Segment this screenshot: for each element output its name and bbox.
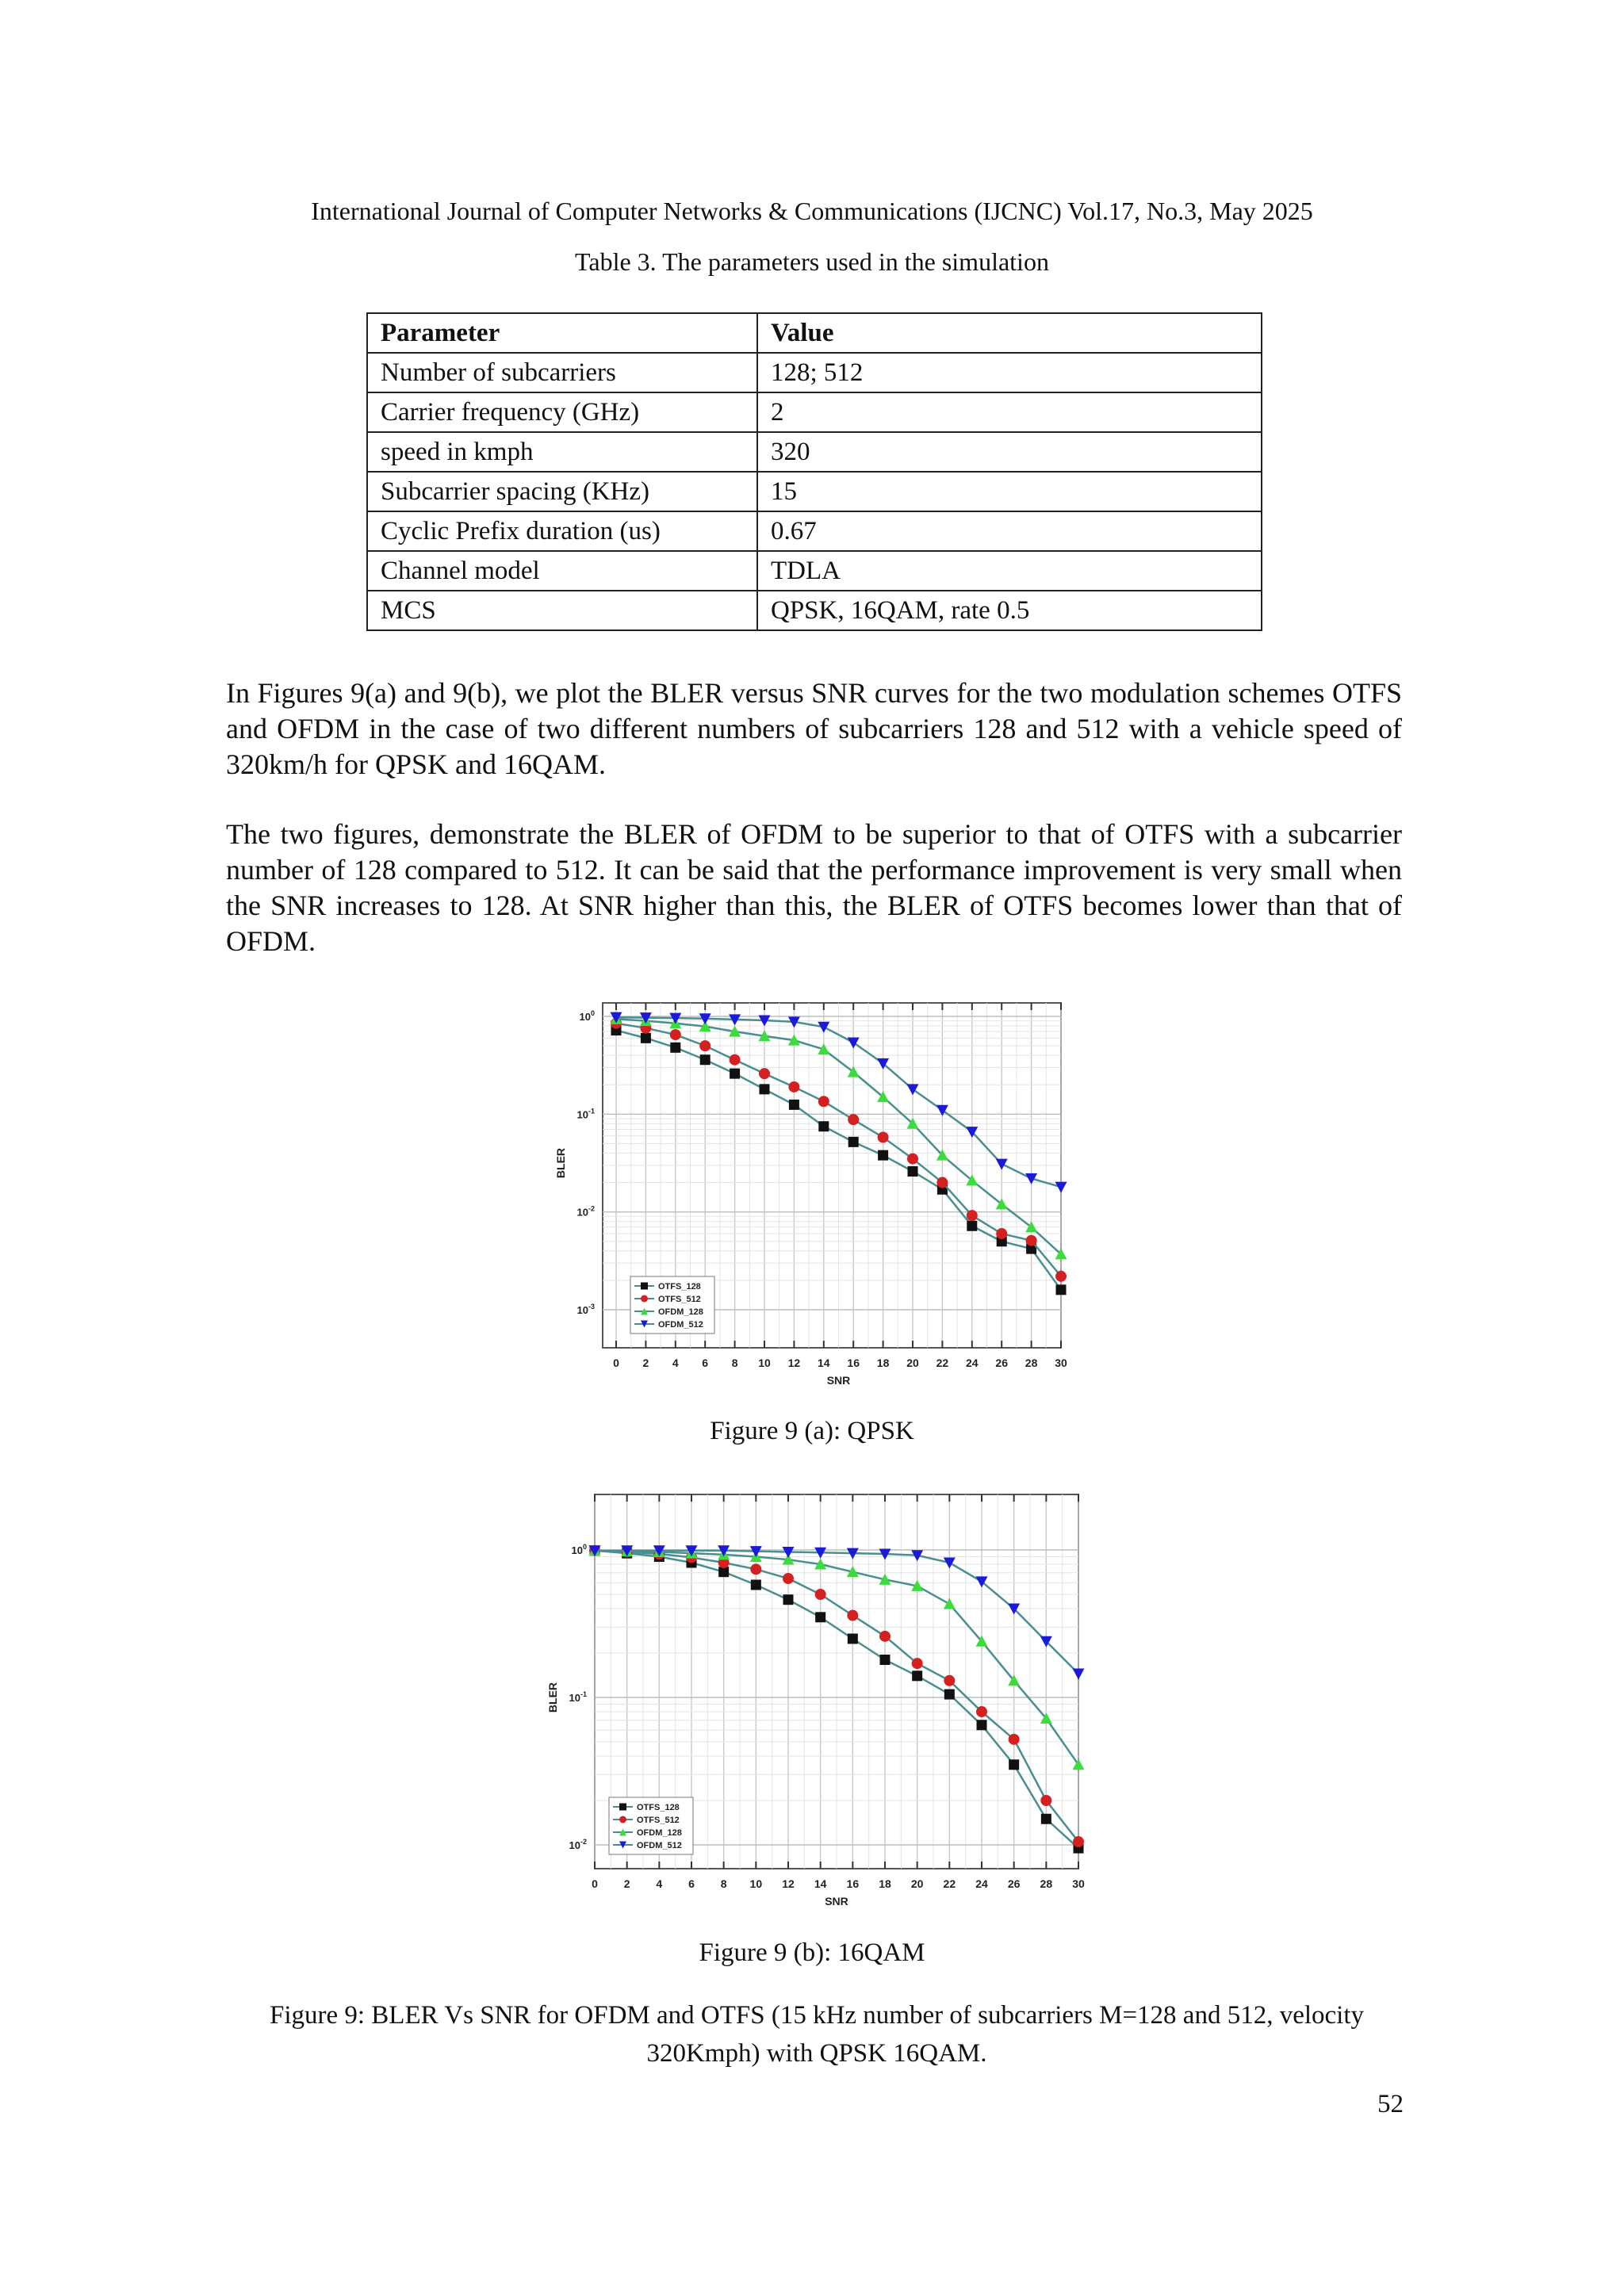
x-tick-label: 24 xyxy=(975,1877,988,1890)
data-point xyxy=(641,1033,651,1043)
data-point xyxy=(1009,1759,1019,1770)
data-point xyxy=(750,1563,761,1575)
value-cell: 128; 512 xyxy=(757,353,1262,392)
x-tick-label: 24 xyxy=(966,1357,979,1369)
page-number: 52 xyxy=(1377,2090,1404,2118)
value-cell: 320 xyxy=(757,432,1262,472)
legend-label: OFDM_128 xyxy=(637,1828,682,1838)
data-point xyxy=(878,1132,889,1143)
table-row xyxy=(367,551,1262,591)
x-tick-label: 0 xyxy=(592,1877,598,1890)
legend-label: OTFS_128 xyxy=(637,1803,680,1812)
legend-label: OTFS_512 xyxy=(658,1295,701,1304)
x-tick-label: 22 xyxy=(936,1357,949,1369)
data-point xyxy=(848,1633,858,1644)
data-point xyxy=(907,1154,918,1165)
header-parameter: Parameter xyxy=(367,313,757,353)
param-cell: speed in kmph xyxy=(367,432,757,472)
data-point xyxy=(730,1054,741,1066)
data-point xyxy=(751,1580,761,1590)
param-cell: Carrier frequency (GHz) xyxy=(367,392,757,432)
x-tick-label: 28 xyxy=(1025,1357,1038,1369)
data-point xyxy=(760,1084,770,1094)
value-cell: TDLA xyxy=(757,551,1262,591)
table-row xyxy=(367,591,1262,630)
y-tick-label: $10^0$ xyxy=(571,1543,587,1556)
x-tick-label: 2 xyxy=(642,1357,649,1369)
data-point xyxy=(944,1675,955,1686)
value-cell: 0.67 xyxy=(757,511,1262,551)
legend xyxy=(630,1276,714,1334)
data-point xyxy=(783,1594,794,1605)
data-point xyxy=(847,1610,858,1621)
y-axis-label: BLER xyxy=(554,1147,567,1179)
data-point xyxy=(1055,1271,1067,1282)
x-tick-label: 6 xyxy=(702,1357,709,1369)
x-tick-label: 4 xyxy=(672,1357,679,1369)
table-row xyxy=(367,432,1262,472)
y-tick-label: $10^0$ xyxy=(579,1009,595,1023)
x-tick-label: 4 xyxy=(656,1877,663,1890)
legend-marker xyxy=(619,1816,626,1823)
y-axis xyxy=(569,1543,587,1851)
legend-label: OFDM_128 xyxy=(658,1307,703,1317)
header-value: Value xyxy=(757,313,1262,353)
figure-9a-caption: Figure 9 (a): QPSK xyxy=(710,1417,914,1445)
legend-marker xyxy=(619,1804,626,1811)
legend-label: OTFS_128 xyxy=(658,1282,701,1292)
x-tick-label: 10 xyxy=(758,1357,771,1369)
x-tick-label: 8 xyxy=(731,1357,738,1369)
x-tick-label: 12 xyxy=(787,1357,801,1369)
figure-9a-chart xyxy=(547,995,1086,1391)
x-tick-label: 6 xyxy=(688,1877,695,1890)
data-point xyxy=(879,1631,891,1642)
x-tick-label: 10 xyxy=(749,1877,763,1890)
param-cell: MCS xyxy=(367,591,757,630)
data-point xyxy=(700,1054,710,1065)
y-tick-label: $10^{-2}$ xyxy=(569,1838,587,1851)
x-tick-label: 2 xyxy=(623,1877,630,1890)
data-point xyxy=(730,1069,740,1079)
figure-9-caption: Figure 9: BLER Vs SNR for OFDM and OTFS (15 kHz number of subcarriers M=128 and 512, velocity 320Kmph) with QPSK 16QAM. xyxy=(269,2001,1365,2068)
x-axis-label: SNR xyxy=(826,1374,851,1387)
x-tick-label: 20 xyxy=(910,1877,924,1890)
figure-9b-caption: Figure 9 (b): 16QAM xyxy=(699,1938,925,1967)
data-point xyxy=(848,1114,859,1125)
data-point xyxy=(1040,1795,1051,1806)
value-cell: QPSK, 16QAM, rate 0.5 xyxy=(757,591,1262,630)
paragraph-1: In Figures 9(a) and 9(b), we plot the BLER versus SNR curves for the two modulation schemes OTFS and OFDM in the case of two different numbers of subcarriers 128 and 512 with a vehicle speed of 320km/h for QPSK and 16QAM. xyxy=(226,677,1402,780)
data-point xyxy=(788,1081,799,1093)
legend-marker xyxy=(641,1283,648,1290)
x-tick-label: 28 xyxy=(1040,1877,1053,1890)
table-row xyxy=(367,353,1262,392)
legend xyxy=(609,1797,693,1854)
data-point xyxy=(815,1589,826,1600)
x-tick-label: 8 xyxy=(720,1877,727,1890)
data-point xyxy=(818,1121,829,1131)
data-point xyxy=(1026,1235,1037,1246)
value-cell: 2 xyxy=(757,392,1262,432)
param-cell: Channel model xyxy=(367,551,757,591)
data-point xyxy=(1041,1814,1051,1824)
data-point xyxy=(848,1137,859,1147)
x-tick-label: 14 xyxy=(814,1877,827,1890)
data-point xyxy=(818,1096,829,1107)
x-tick-label: 0 xyxy=(613,1357,619,1369)
y-axis-label: BLER xyxy=(546,1682,559,1713)
y-tick-label: $10^{-1}$ xyxy=(576,1107,595,1121)
param-cell: Number of subcarriers xyxy=(367,353,757,392)
data-point xyxy=(670,1043,680,1053)
figure-9b-chart xyxy=(531,1487,1086,1915)
data-point xyxy=(944,1689,955,1700)
data-point xyxy=(912,1670,922,1681)
x-tick-label: 20 xyxy=(906,1357,919,1369)
data-point xyxy=(878,1150,888,1161)
data-point xyxy=(1009,1734,1020,1745)
data-point xyxy=(977,1720,987,1730)
legend-label: OTFS_512 xyxy=(637,1816,680,1825)
y-tick-label: $10^{-1}$ xyxy=(569,1690,587,1704)
value-cell: 15 xyxy=(757,472,1262,511)
data-point xyxy=(670,1029,681,1040)
data-point xyxy=(996,1228,1007,1239)
x-tick-label: 16 xyxy=(847,1357,860,1369)
data-point xyxy=(880,1655,891,1665)
x-tick-label: 16 xyxy=(846,1877,860,1890)
table-caption: Table 3. The parameters used in the simulation xyxy=(575,247,1049,276)
x-tick-label: 14 xyxy=(818,1357,830,1369)
data-point xyxy=(967,1210,978,1221)
data-point xyxy=(718,1567,729,1577)
parameters-table xyxy=(366,312,1262,631)
legend-label: OFDM_512 xyxy=(658,1320,703,1330)
data-point xyxy=(1056,1284,1067,1295)
data-point xyxy=(783,1573,794,1584)
x-tick-label: 12 xyxy=(782,1877,795,1890)
legend-label: OFDM_512 xyxy=(637,1841,682,1850)
data-point xyxy=(789,1100,799,1110)
x-tick-label: 26 xyxy=(1007,1877,1021,1890)
x-tick-label: 22 xyxy=(943,1877,956,1890)
data-point xyxy=(908,1166,918,1177)
paragraph-2: The two figures, demonstrate the BLER of OFDM to be superior to that of OTFS with a subcarrier number of 128 compared to 512. It can be said that the performance improvement is very small when the SNR increases to 128. At SNR higher than this, the BLER of OTFS becomes lower than that of OFDM. xyxy=(226,818,1402,957)
data-point xyxy=(759,1068,770,1079)
journal-header: International Journal of Computer Networks & Communications (IJCNC) Vol.17, No.3, May 2025 xyxy=(311,197,1313,225)
y-tick-label: $10^{-2}$ xyxy=(576,1204,595,1219)
param-cell: Cyclic Prefix duration (us) xyxy=(367,511,757,551)
table-row xyxy=(367,511,1262,551)
data-point xyxy=(1073,1836,1084,1847)
data-point xyxy=(967,1221,977,1231)
y-axis xyxy=(577,1009,595,1316)
x-tick-label: 18 xyxy=(879,1877,891,1890)
legend-marker xyxy=(641,1295,648,1303)
table-row xyxy=(367,392,1262,432)
y-tick-label: $10^{-3}$ xyxy=(576,1303,595,1316)
x-tick-label: 18 xyxy=(876,1357,890,1369)
x-axis-label: SNR xyxy=(825,1895,848,1908)
table-header-row xyxy=(367,313,1262,353)
data-point xyxy=(976,1706,987,1717)
param-cell: Subcarrier spacing (KHz) xyxy=(367,472,757,511)
table-row xyxy=(367,472,1262,511)
data-point xyxy=(912,1658,923,1669)
x-tick-label: 30 xyxy=(1072,1877,1085,1890)
data-point xyxy=(699,1040,710,1051)
x-tick-label: 30 xyxy=(1055,1357,1067,1369)
data-point xyxy=(936,1177,948,1188)
x-tick-label: 26 xyxy=(995,1357,1008,1369)
data-point xyxy=(815,1612,825,1622)
